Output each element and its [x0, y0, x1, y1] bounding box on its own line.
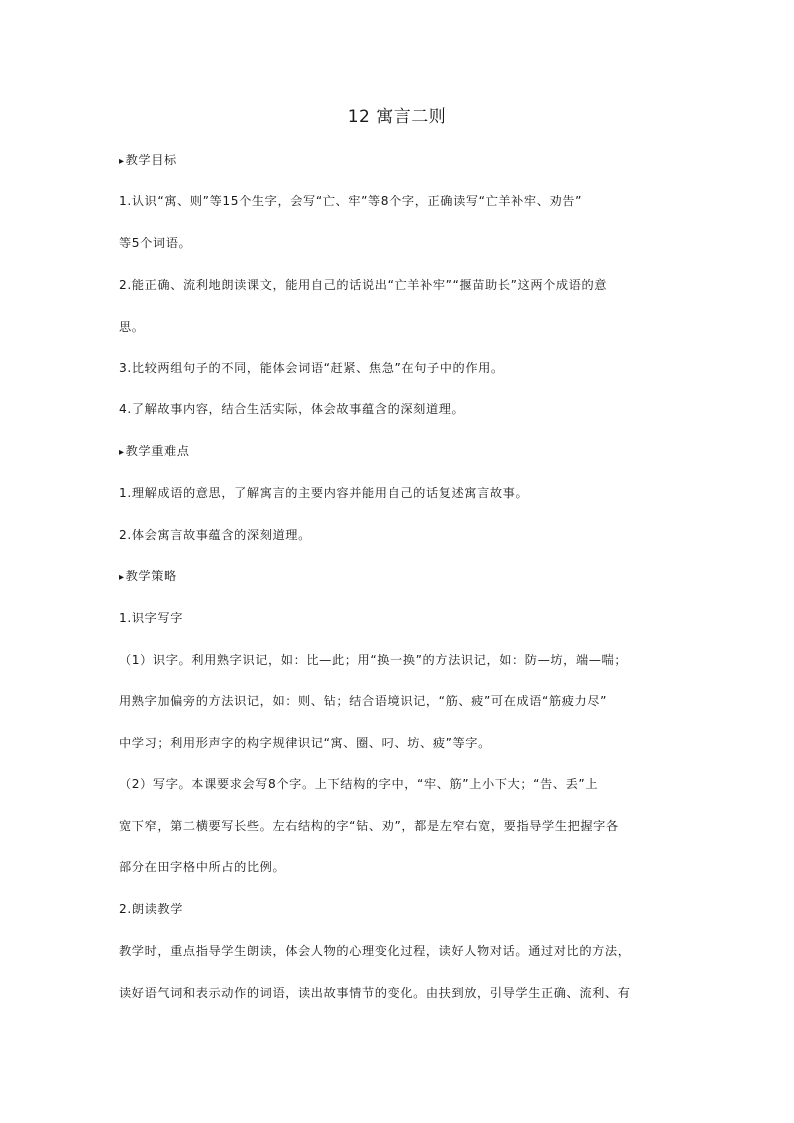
section-heading-strategy: ▸ 教学策略: [119, 568, 694, 586]
paragraph-line: 2.能正确、流利地朗读课文，能用自己的话说出“亡羊补牢”“揠苗助长”这两个成语的意: [119, 278, 608, 292]
paragraph-line: 教学时，重点指导学生朗读，体会人物的心理变化过程，读好人物对话。通过对比的方法，: [119, 944, 631, 958]
paragraph-line: （1）识字。利用熟字识记，如：比—此；用“换一换”的方法识记，如：防—坊，端—喘；: [119, 653, 628, 667]
paragraph-line: 等5个词语。: [119, 236, 192, 250]
paragraph-line: 读好语气词和表示动作的词语，读出故事情节的变化。由扶到放，引导学生正确、流利、有: [119, 986, 631, 1000]
section-heading-goals: ▸ 教学目标: [119, 152, 694, 170]
section-heading-difficulties: ▸ 教学重难点: [119, 443, 694, 461]
paragraph-line: 3.比较两组句子的不同，能体会词语“赶紧、焦急”在句子中的作用。: [119, 361, 504, 375]
document-title: 12 寓言二则: [347, 107, 447, 127]
paragraph-line: 思。: [119, 320, 145, 334]
paragraph-line: 宽下窄，第二横要写长些。左右结构的字“钻、劝”，都是左窄右宽，要指导学生把握字各: [119, 819, 619, 833]
paragraph-line: 4.了解故事内容，结合生活实际，体会故事蕴含的深刻道理。: [119, 402, 465, 416]
paragraph-line: 2.体会寓言故事蕴含的深刻道理。: [119, 528, 311, 542]
paragraph-line: 中学习；利用形声字的构字规律识记“寓、圈、叼、坊、疲”等字。: [119, 736, 491, 750]
paragraph-line: 用熟字加偏旁的方法识记，如：则、钻；结合语境识记，“筋、疲”可在成语“筋疲力尽”: [119, 694, 608, 708]
paragraph-line: 部分在田字格中所占的比例。: [119, 860, 286, 874]
paragraph-line: 1.认识“寓、则”等15个生字，会写“亡、牢”等8个字，正确读写“亡羊补牢、劝告”: [119, 194, 582, 208]
paragraph-line: （2）写字。本课要求会写8个字。上下结构的字中，“牢、筋”上小下大；“告、丢”上: [119, 777, 599, 791]
paragraph-line: 1.理解成语的意思，了解寓言的主要内容并能用自己的话复述寓言故事。: [119, 486, 529, 500]
paragraph-line: 2.朗读教学: [119, 902, 183, 916]
paragraph-line: 1.识字写字: [119, 611, 183, 625]
